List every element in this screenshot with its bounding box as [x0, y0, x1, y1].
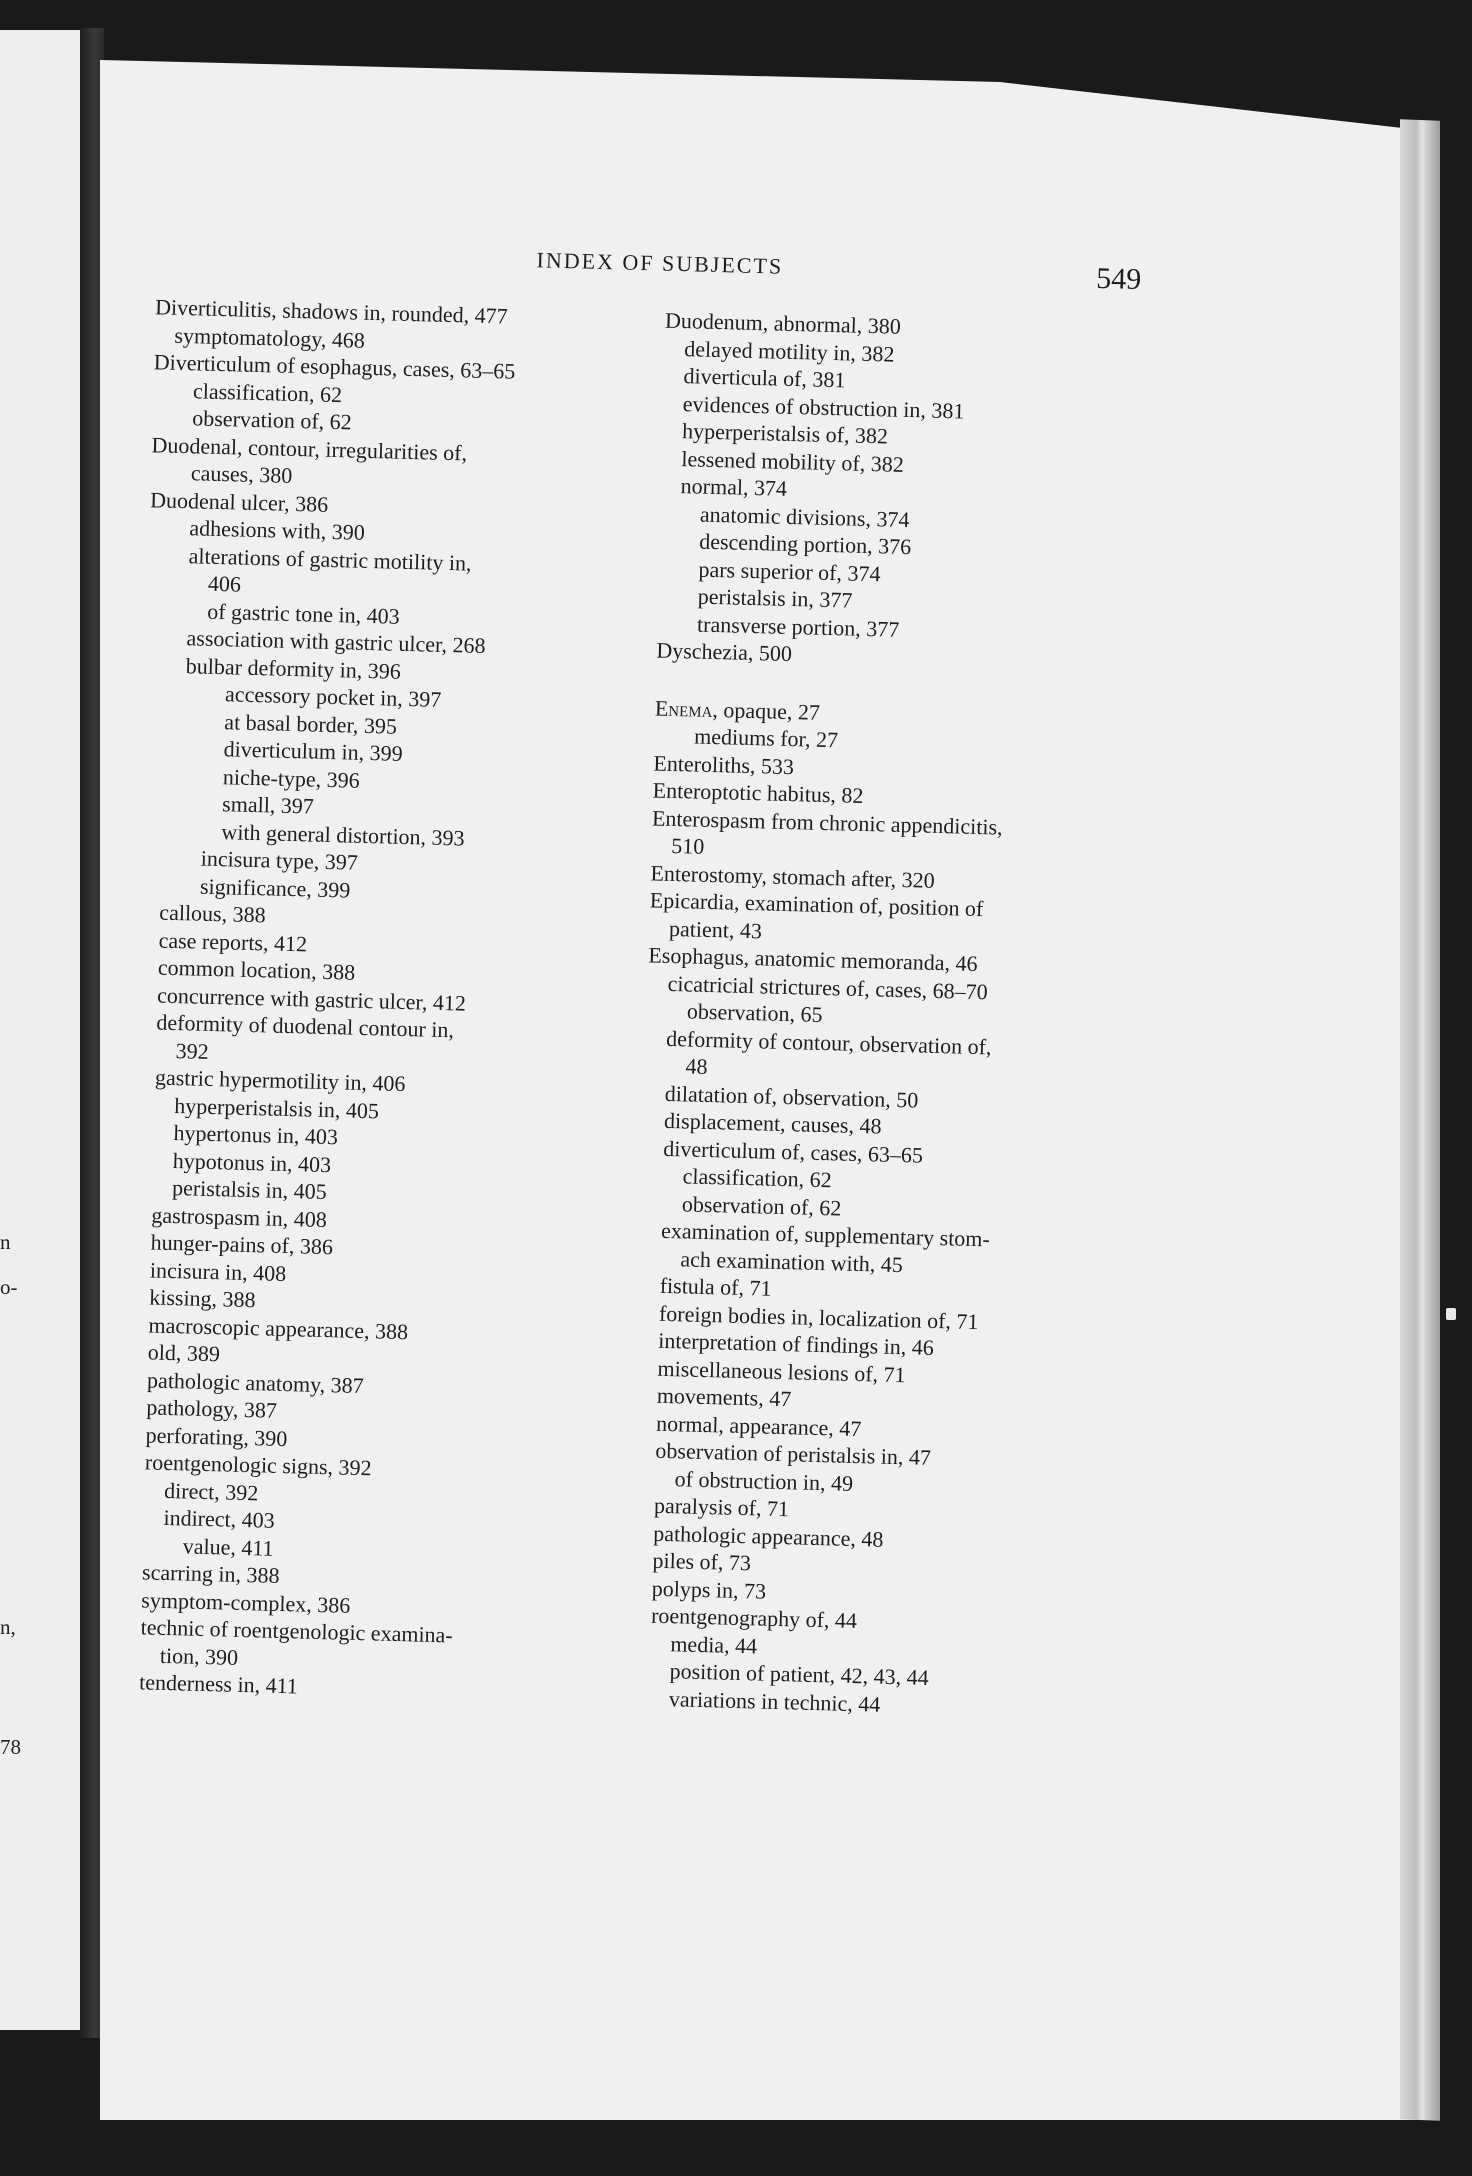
index-heading: Duodenal ulcer, 386 [149, 486, 329, 517]
index-subentry: association with gastric ulcer, 268 [186, 625, 486, 659]
index-subentry: hunger-pains of, 386 [150, 1229, 334, 1260]
index-subentry: indirect, 403 [163, 1504, 276, 1533]
index-subentry: small, 397 [221, 791, 315, 819]
index-subentry: incisura in, 408 [149, 1256, 287, 1286]
index-subentry: dilatation of, observation, 50 [664, 1080, 919, 1113]
index-subentry: hypotonus in, 403 [172, 1147, 332, 1177]
index-subentry: peristalsis in, 405 [171, 1175, 328, 1205]
index-subentry: classification, 62 [192, 377, 343, 407]
index-subentry: gastric hypermotility in, 406 [154, 1064, 406, 1097]
index-column-right [629, 307, 1106, 1723]
index-subentry: callous, 388 [159, 899, 266, 928]
index-subentry: gastrospasm in, 408 [151, 1201, 328, 1232]
index-heading: Epicardia, examination of, position of [649, 887, 984, 922]
index-subentry: anatomic divisions, 374 [699, 501, 910, 532]
index-subentry: tenderness in, 411 [138, 1669, 299, 1699]
index-subentry: niche-type, 396 [222, 763, 361, 793]
index-subentry: movements, 47 [656, 1382, 792, 1412]
index-subentry: kissing, 388 [148, 1284, 256, 1313]
index-subentry: normal, appearance, 47 [655, 1410, 862, 1441]
index-subentry: roentgenography of, 44 [650, 1602, 858, 1634]
index-subentry: paralysis of, 71 [653, 1492, 790, 1522]
facing-page-fragment: n, [0, 1615, 16, 1639]
index-subentry: normal, 374 [680, 473, 788, 501]
index-subentry: roentgenologic signs, 392 [144, 1449, 372, 1481]
index-subentry: diverticula of, 381 [683, 363, 846, 393]
index-subentry: alterations of gastric motility in, [188, 542, 472, 576]
index-subentry: symptom-complex, 386 [141, 1586, 351, 1618]
index-subentry: examination of, supplementary stom- [660, 1217, 991, 1252]
index-subentry: concurrence with gastric ulcer, 412 [156, 982, 467, 1016]
index-heading: Enterospasm from chronic appendicitis, [651, 804, 1003, 840]
index-subentry: observation of peristalsis in, 47 [655, 1437, 932, 1470]
index-subentry: 48 [685, 1053, 708, 1079]
index-heading: Dyschezia, 500 [656, 637, 793, 667]
index-subentry: 406 [207, 570, 242, 597]
index-heading: Enterostomy, stomach after, 320 [650, 859, 936, 893]
index-subentry: of gastric tone in, 403 [206, 598, 401, 629]
index-heading: Enteroliths, 533 [653, 749, 795, 779]
index-subentry: peristalsis in, 377 [697, 583, 853, 613]
index-subentry: foreign bodies in, localization of, 71 [658, 1300, 979, 1334]
index-subentry: tion, 390 [159, 1642, 239, 1670]
index-subentry: adhesions with, 390 [189, 515, 366, 545]
page-content [61, 200, 1142, 2026]
index-subentry: technic of roentgenologic examina- [140, 1614, 454, 1648]
index-subentry: observation of, 62 [192, 405, 353, 435]
index-subentry: bulbar deformity in, 396 [185, 652, 402, 684]
index-subentry: polyps in, 73 [651, 1575, 767, 1604]
facing-page-fragment: o- [0, 1275, 18, 1299]
index-heading: Duodenum, abnormal, 380 [664, 307, 902, 339]
index-subentry: observation of, 62 [681, 1190, 842, 1221]
index-subentry: position of patient, 42, 43, 44 [669, 1658, 930, 1690]
index-heading: Diverticulum of esophagus, cases, 63–65 [153, 349, 516, 384]
page-number: 549 [1095, 261, 1142, 297]
index-subentry: observation, 65 [686, 998, 823, 1027]
index-subentry: descending portion, 376 [698, 528, 912, 560]
index-subentry: symptomatology, 468 [174, 322, 366, 353]
facing-page-fragment: 78 [0, 1735, 21, 1759]
index-subentry: causes, 380 [190, 460, 293, 488]
index-subentry: macroscopic appearance, 388 [148, 1311, 409, 1344]
index-subentry: hypertonus in, 403 [173, 1120, 339, 1150]
running-header: INDEX OF SUBJECTS [536, 247, 784, 279]
index-subentry: transverse portion, 377 [696, 611, 900, 642]
index-subentry: cicatricial strictures of, cases, 68–70 [667, 970, 989, 1004]
index-subentry: pathology, 387 [146, 1394, 278, 1423]
index-subentry: mediums for, 27 [693, 723, 839, 753]
index-subentry: case reports, 412 [158, 927, 308, 956]
index-subentry: accessory pocket in, 397 [224, 681, 442, 712]
index-subentry: patient, 43 [668, 915, 763, 943]
index-subentry: pars superior of, 374 [698, 556, 881, 586]
index-heading: Enteroptotic habitus, 82 [652, 777, 864, 808]
index-subentry: delayed motility in, 382 [683, 335, 895, 367]
page-stack-edge [1400, 119, 1440, 2120]
facing-page-fragment: n [0, 1230, 11, 1254]
index-subentry: interpretation of findings in, 46 [658, 1327, 935, 1361]
index-subentry: value, 411 [182, 1532, 274, 1561]
index-subentry: variations in technic, 44 [668, 1685, 881, 1717]
index-subentry: evidences of obstruction in, 381 [682, 390, 965, 423]
index-subentry: diverticulum in, 399 [223, 736, 403, 766]
index-subentry: deformity of contour, observation of, [665, 1025, 992, 1059]
index-heading: Esophagus, anatomic memoranda, 46 [648, 942, 978, 977]
index-subentry: pathologic appearance, 48 [652, 1520, 884, 1552]
index-subentry: ach examination with, 45 [680, 1245, 904, 1277]
index-subentry: hyperperistalsis in, 405 [174, 1092, 380, 1123]
index-heading: Duodenal, contour, irregularities of, [151, 431, 468, 465]
index-subentry: old, 389 [147, 1339, 221, 1367]
lint-speck [1446, 1308, 1456, 1320]
index-heading: Enema, opaque, 27 [654, 694, 821, 725]
index-subentry: classification, 62 [682, 1163, 833, 1193]
index-subentry: pathologic anatomy, 387 [146, 1366, 365, 1398]
index-subentry: of obstruction in, 49 [674, 1465, 854, 1496]
index-subentry: significance, 399 [199, 873, 351, 903]
index-subentry: hyperperistalsis of, 382 [681, 418, 889, 449]
index-subentry: lessened mobility of, 382 [681, 445, 905, 477]
index-subentry: diverticulum of, cases, 63–65 [663, 1135, 924, 1168]
index-subentry: at basal border, 395 [224, 708, 398, 739]
index-subentry: 510 [670, 832, 705, 859]
index-subentry: miscellaneous lesions of, 71 [657, 1355, 906, 1387]
index-subentry: scarring in, 388 [141, 1559, 280, 1588]
index-heading: Diverticulitis, shadows in, rounded, 477 [154, 294, 509, 329]
index-subentry: incisura type, 397 [200, 845, 359, 875]
index-subentry: media, 44 [670, 1630, 758, 1658]
index-subentry: deformity of duodenal contour in, [156, 1009, 455, 1043]
index-subentry: piles of, 73 [652, 1547, 752, 1576]
index-subentry: 392 [175, 1037, 210, 1064]
index-subentry: common location, 388 [157, 954, 356, 985]
index-column-left [119, 293, 626, 1707]
index-subentry: perforating, 390 [145, 1421, 288, 1451]
index-subentry: displacement, causes, 48 [663, 1107, 882, 1139]
index-subentry: with general distortion, 393 [221, 818, 465, 851]
index-subentry: direct, 392 [163, 1477, 259, 1505]
index-subentry: fistula of, 71 [659, 1272, 772, 1301]
